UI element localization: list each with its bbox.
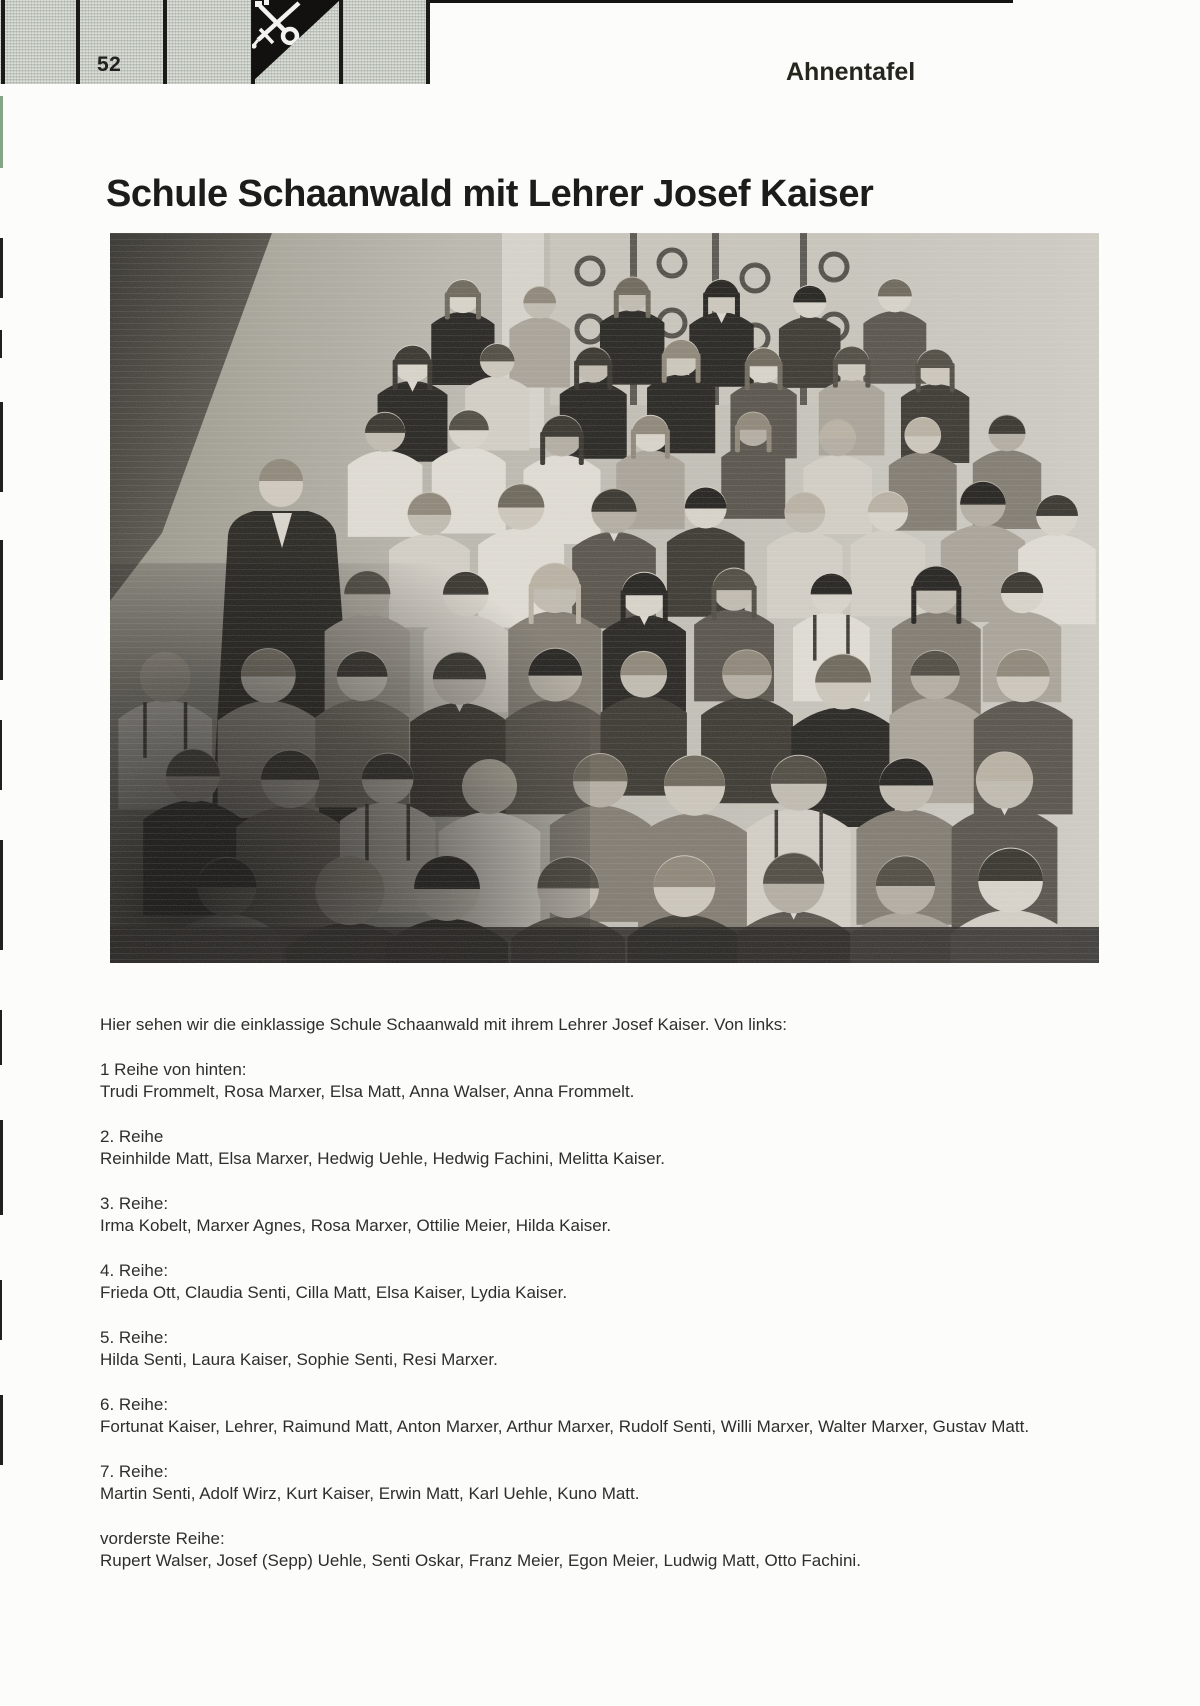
row-names: Reinhilde Matt, Elsa Marxer, Hedwig Uehle, Hedwig Fachini, Melitta Kaiser. [100, 1149, 666, 1168]
page-title: Schule Schaanwald mit Lehrer Josef Kaiser [106, 173, 874, 216]
scan-edge-artifact [0, 540, 3, 680]
row-block [100, 1528, 1200, 1572]
band-divider [1, 0, 5, 84]
page-number: 52 [97, 53, 122, 76]
scan-edge-artifact [0, 402, 3, 492]
caption-intro: Hier sehen wir die einklassige Schule Schaanwald mit ihrem Lehrer Josef Kaiser. Von links: [100, 1015, 787, 1034]
band-divider [339, 0, 343, 84]
row-block [100, 1193, 1200, 1237]
scan-edge-artifact [0, 840, 3, 950]
row-block [100, 1461, 1200, 1505]
band-divider [426, 0, 430, 84]
scan-edge-artifact [0, 330, 2, 358]
row-names: Hilda Senti, Laura Kaiser, Sophie Senti, Resi Marxer. [100, 1350, 498, 1369]
row-label: 5. Reihe: [100, 1328, 169, 1347]
scan-edge-artifact [0, 1395, 3, 1465]
band-divider [76, 0, 80, 84]
row-names: Irma Kobelt, Marxer Agnes, Rosa Marxer, Ottilie Meier, Hilda Kaiser. [100, 1216, 612, 1235]
photo-caption [100, 1014, 1200, 1572]
band-divider [163, 0, 167, 84]
section-title: Ahnentafel [786, 58, 916, 86]
row-names: Rupert Walser, Josef (Sepp) Uehle, Senti Oskar, Franz Meier, Egon Meier, Ludwig Matt, Otto Fachini. [100, 1551, 861, 1570]
row-label: 4. Reihe: [100, 1261, 169, 1280]
scan-edge-artifact [0, 720, 2, 790]
row-label: 7. Reihe: [100, 1462, 169, 1481]
row-label: 2. Reihe [100, 1127, 164, 1146]
row-block [100, 1059, 1200, 1103]
row-block [100, 1260, 1200, 1304]
row-label: 6. Reihe: [100, 1395, 169, 1414]
row-block [100, 1327, 1200, 1371]
scan-edge-artifact [0, 238, 3, 298]
scan-edge-artifact [0, 1010, 2, 1065]
row-label: vorderste Reihe: [100, 1529, 225, 1548]
row-block [100, 1126, 1200, 1170]
scan-edge-artifact [0, 1120, 3, 1215]
row-names: Fortunat Kaiser, Lehrer, Raimund Matt, Anton Marxer, Arthur Marxer, Rudolf Senti, Willi Marxer, Walter Marxer, Gustav Matt. [100, 1417, 1030, 1436]
header-band [0, 0, 430, 84]
row-label: 1 Reihe von hinten: [100, 1060, 247, 1079]
row-block [100, 1394, 1200, 1438]
row-label: 3. Reihe: [100, 1194, 169, 1213]
row-names: Trudi Frommelt, Rosa Marxer, Elsa Matt, Anna Walser, Anna Frommelt. [100, 1082, 635, 1101]
scan-edge-artifact [0, 1280, 2, 1340]
row-names: Frieda Ott, Claudia Senti, Cilla Matt, Elsa Kaiser, Lydia Kaiser. [100, 1283, 568, 1302]
scan-edge-artifact [0, 96, 3, 168]
class-photo [110, 233, 1099, 963]
row-names: Martin Senti, Adolf Wirz, Kurt Kaiser, Erwin Matt, Karl Uehle, Kuno Matt. [100, 1484, 640, 1503]
